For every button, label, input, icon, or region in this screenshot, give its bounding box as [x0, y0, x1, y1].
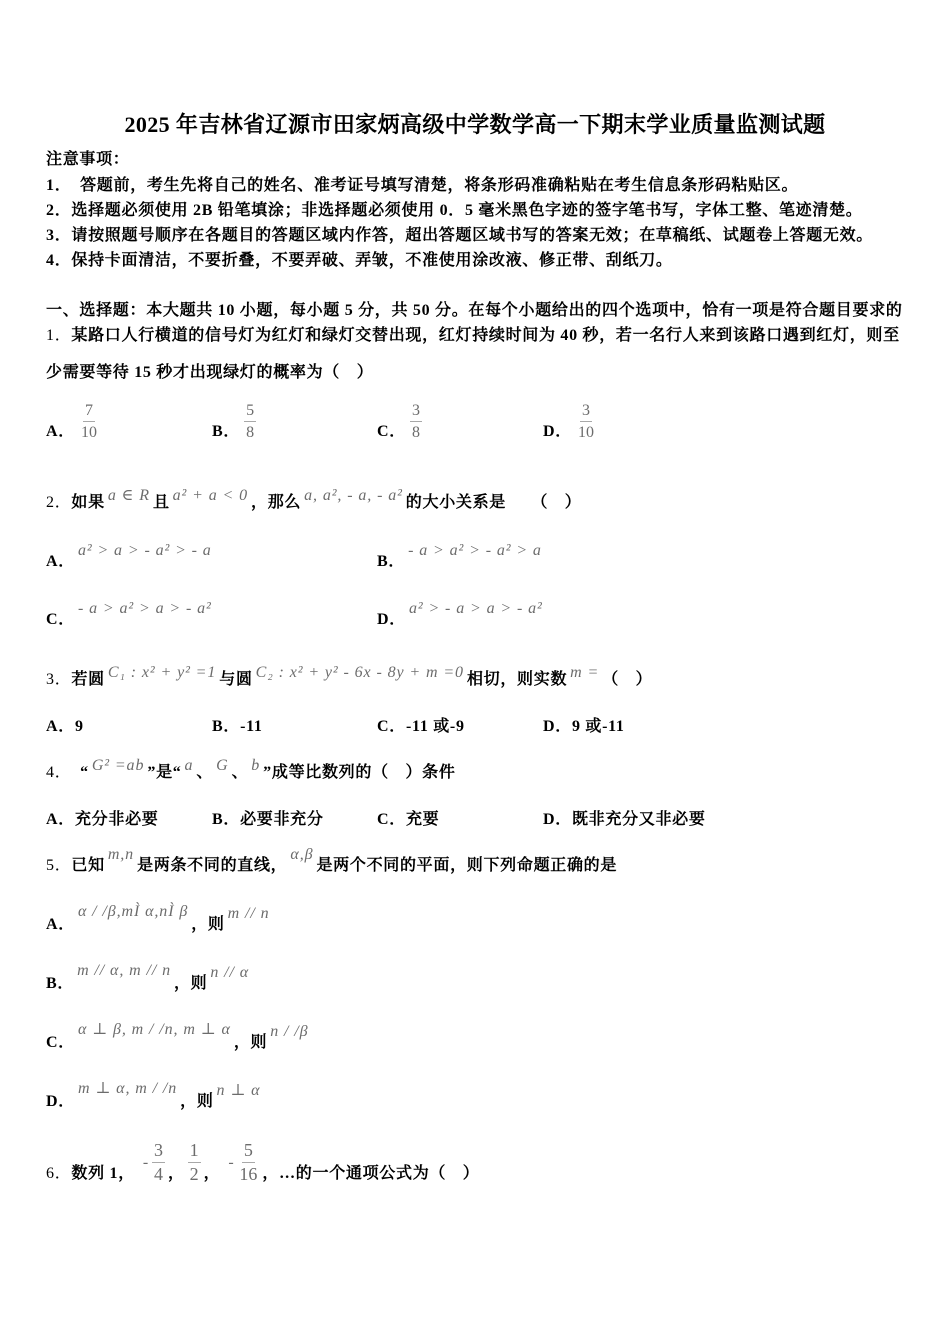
math-expression: b: [251, 757, 261, 774]
math-expression: a² > - a > a > - a²: [408, 600, 543, 617]
question-1-number: 1．: [46, 327, 72, 344]
fraction: [188, 1139, 201, 1186]
question-text: 且: [152, 494, 170, 511]
denominator: 16: [239, 1163, 258, 1184]
question-5-option-d: [46, 1080, 263, 1113]
notice-item-3: 3．请按照题号顺序在各题目的答题区域内作答，超出答题区域书写的答案无效；在草稿纸、试题卷上答题无效。: [46, 227, 874, 244]
question-4-option-d: [543, 809, 706, 831]
numerator: 7: [83, 400, 95, 422]
denominator: 2: [189, 1163, 199, 1184]
math-expression: G: [216, 757, 229, 774]
math-conclusion: n // α: [210, 964, 250, 981]
minus-sign: -: [228, 1154, 235, 1171]
question-text: ，…的一个通项公式为（ ）: [262, 1165, 480, 1182]
option-label: B．: [212, 423, 241, 440]
option-label: D．: [543, 811, 572, 828]
option-text: 必要非充分: [240, 811, 324, 828]
question-4-stem: [46, 757, 456, 784]
fraction: [237, 1139, 259, 1186]
question-text: 与圆: [219, 671, 253, 688]
question-text: 相切，则实数: [466, 671, 568, 688]
question-text: 数列 1，: [71, 1165, 135, 1182]
denominator: 8: [411, 423, 420, 441]
option-text: -11: [240, 718, 263, 735]
fraction: [244, 400, 256, 443]
question-2-option-a: [46, 542, 215, 573]
question-4-option-a: [46, 809, 158, 831]
fraction: [152, 1139, 165, 1186]
option-label: B．: [46, 975, 75, 992]
option-text: 9 或-11: [571, 718, 625, 735]
numerator: 3: [410, 400, 422, 422]
question-text: ，那么: [251, 494, 302, 511]
math-expression: a² + a < 0: [172, 487, 249, 504]
question-1-line-1: [46, 325, 900, 347]
question-6-stem: [46, 1139, 480, 1185]
question-1-option-d: [543, 401, 600, 443]
numerator: 5: [242, 1139, 255, 1163]
numerator: 5: [244, 400, 256, 422]
math-expression: G² =ab: [91, 757, 145, 774]
question-1-option-b: [212, 401, 260, 443]
option-label: C．: [377, 811, 406, 828]
option-label: C．: [46, 1034, 75, 1051]
numerator: 1: [188, 1139, 201, 1163]
notice-item-4: 4．保持卡面清洁，不要折叠，不要弄破、弄皱，不准使用涂改液、修正带、刮纸刀。: [46, 252, 673, 269]
option-label: C．: [377, 718, 406, 735]
question-5-option-a: [46, 903, 272, 936]
question-5-number: 5．: [46, 857, 72, 874]
option-label: D．: [543, 718, 572, 735]
math-expression: a, a², - a, - a²: [304, 487, 403, 504]
math-expression: - a > a² > - a² > a: [408, 542, 542, 559]
question-4-option-c: [377, 809, 439, 831]
math-expression: a² > a > - a² > - a: [77, 542, 212, 559]
notice-item-2: 2．选择题必须使用 2B 铅笔填涂；非选择题必须使用 0．5 毫米黑色字迹的签字笔书写，字体工整、笔迹清楚。: [46, 202, 863, 219]
option-text: 充分非必要: [74, 811, 159, 828]
math-conclusion: n / /β: [270, 1023, 309, 1040]
option-label: B．: [212, 718, 241, 735]
exam-title: 2025 年吉林省辽源市田家炳高级中学数学高一下期末学业质量监测试题: [124, 112, 826, 137]
option-label: B．: [212, 811, 241, 828]
question-text: （ ）: [602, 671, 653, 688]
math-condition: m ⊥ α, m / /n: [77, 1080, 178, 1097]
section-heading: 一、选择题：本大题共 10 小题，每小题 5 分，共 50 分。在每个小题给出的四个选项中，恰有一项是符合题目要求的: [46, 302, 903, 319]
question-6-number: 6．: [46, 1165, 72, 1182]
then-text: ，则: [180, 1093, 214, 1110]
question-1-option-a: [46, 401, 103, 443]
numerator: 3: [152, 1139, 165, 1163]
question-text: “: [63, 764, 89, 781]
numerator: 3: [580, 400, 592, 422]
notice-item-1: 1． 答题前，考生先将自己的姓名、准考证号填写清楚，将条形码准确粘贴在考生信息条形码粘贴区。: [46, 177, 799, 194]
option-label: C．: [46, 611, 75, 628]
question-3-option-d: [543, 716, 625, 738]
question-1-line-2: 少需要等待 15 秒才出现绿灯的概率为（ ）: [46, 364, 374, 381]
question-text: ”是“: [147, 764, 182, 781]
question-text: 是两个不同的平面，则下列命题正确的是: [316, 857, 618, 874]
fraction: [410, 400, 422, 443]
question-3-option-b: [212, 716, 263, 738]
math-conclusion: m // n: [227, 905, 270, 922]
math-expression: C₂ : x² + y² - 6x - 8y + m =0: [255, 664, 464, 681]
question-text: 、: [231, 764, 249, 781]
denominator: 4: [153, 1163, 163, 1184]
option-label: A．: [46, 553, 75, 570]
then-text: ，则: [173, 975, 208, 992]
minus-sign: -: [142, 1154, 149, 1171]
question-5-option-b: [46, 962, 252, 995]
question-text: ，: [203, 1165, 221, 1182]
question-2-option-b: [377, 542, 545, 573]
option-text: -11 或-9: [405, 718, 465, 735]
option-text: 既非充分又非必要: [571, 811, 706, 828]
question-text: 如果: [71, 494, 105, 511]
option-label: B．: [377, 553, 406, 570]
question-text: 的大小关系是 （ ）: [405, 494, 582, 511]
question-3-stem: [46, 664, 653, 691]
then-text: ，则: [191, 916, 225, 933]
question-2-option-c: [46, 600, 215, 631]
math-condition: α ⊥ β, m / /n, m ⊥ α: [77, 1021, 231, 1038]
notice-heading: 注意事项：: [46, 151, 130, 168]
math-condition: α / /β,mÌ α,nÌ β: [77, 903, 189, 920]
option-text: 9: [74, 718, 84, 735]
math-conclusion: n ⊥ α: [216, 1082, 261, 1099]
option-text: 充要: [405, 811, 440, 828]
math-condition: m // α, m // n: [77, 962, 171, 979]
option-label: D．: [46, 1093, 75, 1110]
question-3-option-a: [46, 716, 84, 738]
fraction: [576, 400, 596, 443]
question-5-option-c: [46, 1021, 312, 1054]
question-2-option-d: [377, 600, 546, 631]
denominator: 10: [80, 423, 97, 441]
option-label: A．: [46, 811, 75, 828]
question-2-stem: [46, 487, 582, 514]
option-label: D．: [377, 611, 406, 628]
option-label: A．: [46, 916, 75, 933]
question-text: 、: [196, 764, 214, 781]
math-expression: a: [184, 757, 194, 774]
option-label: A．: [46, 423, 75, 440]
math-expression: m =: [570, 664, 600, 681]
math-expression: α,β: [290, 846, 314, 863]
then-text: ，则: [233, 1034, 268, 1051]
question-text: 若圆: [71, 671, 105, 688]
question-2-number: 2．: [46, 494, 72, 511]
question-1-option-c: [377, 401, 426, 443]
denominator: 10: [577, 423, 594, 441]
question-3-number: 3．: [46, 671, 72, 688]
question-4-option-b: [212, 809, 324, 831]
math-expression: C₁ : x² + y² =1: [107, 664, 217, 681]
option-label: A．: [46, 718, 75, 735]
question-4-number: 4．: [46, 764, 64, 781]
question-text: ，: [167, 1165, 185, 1182]
denominator: 8: [246, 423, 255, 441]
question-5-stem: [46, 846, 618, 877]
question-text: 已知: [71, 857, 105, 874]
option-label: C．: [377, 423, 406, 440]
question-3-option-c: [377, 716, 465, 738]
question-text: 是两条不同的直线，: [137, 857, 288, 874]
math-expression: m,n: [107, 846, 135, 863]
option-label: D．: [543, 423, 572, 440]
math-expression: a ∈ R: [107, 487, 150, 504]
fraction: [79, 400, 99, 443]
math-expression: - a > a² > a > - a²: [77, 600, 212, 617]
question-text: ”成等比数列的（ ）条件: [263, 764, 456, 781]
question-1-text: 某路口人行横道的信号灯为红灯和绿灯交替出现，红灯持续时间为 40 秒，若一名行人来到该路口遇到红灯，则至: [71, 327, 900, 344]
